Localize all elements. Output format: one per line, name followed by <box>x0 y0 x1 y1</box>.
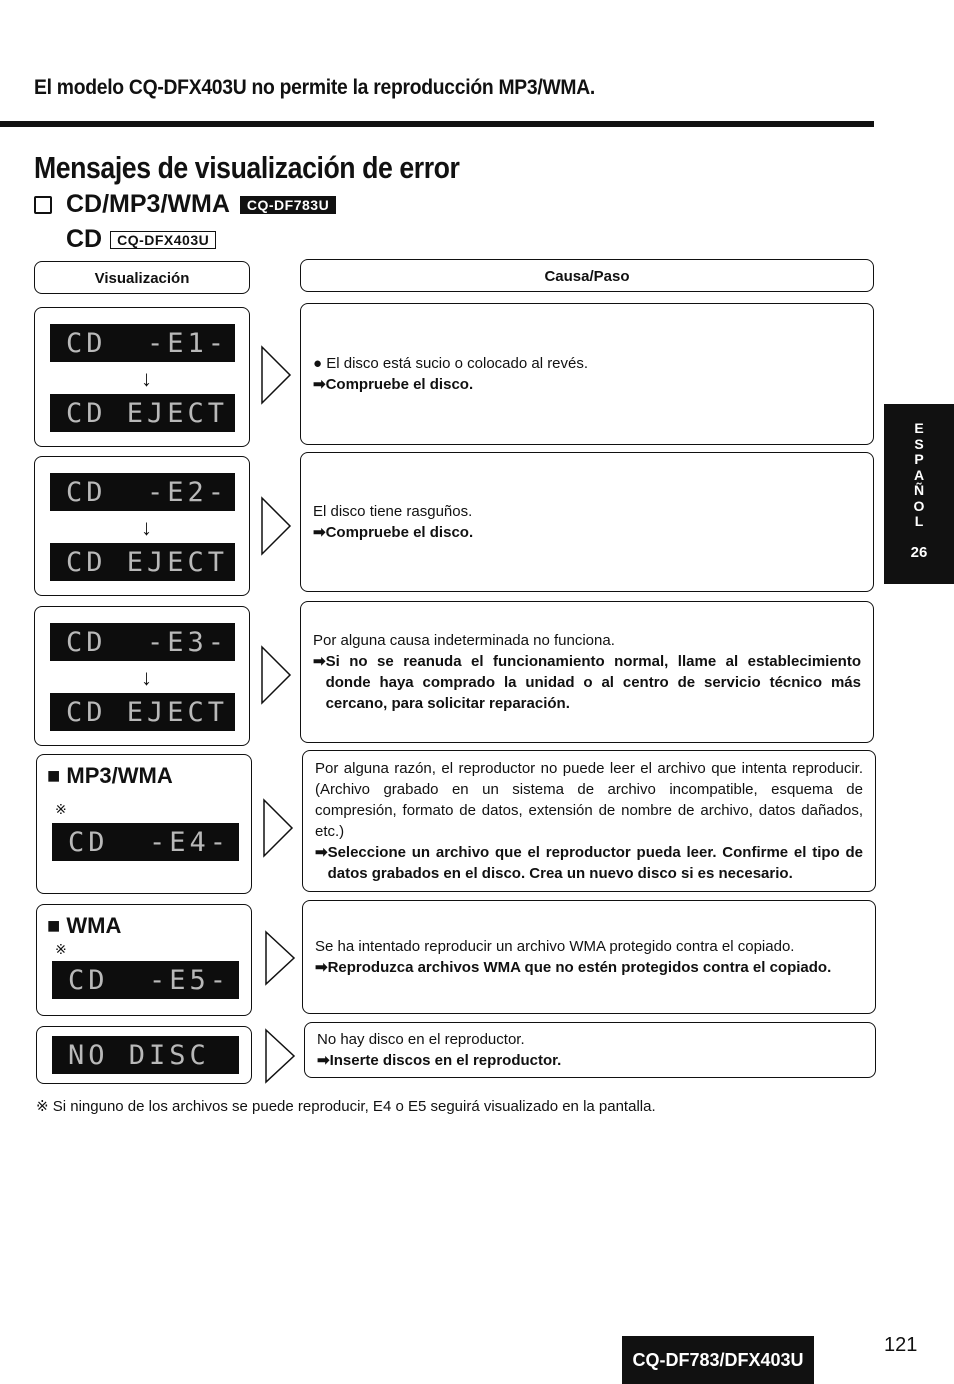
arrow-right-icon: ➡ <box>313 524 326 541</box>
cause-box-e4 <box>302 750 876 892</box>
cause-box-e1 <box>300 303 874 445</box>
wma-title: ■ WMA <box>47 913 122 938</box>
arrow-right-icon: ➡ <box>315 959 328 976</box>
step-text: ➡ Seleccione un archivo que el reproductor pueda leer. Confirme el tipo de datos grabados en el disco. Crea un nuevo disco si es necesario. <box>315 844 863 882</box>
step-text: ➡Reproduzca archivos WMA que no estén protegidos contra el copiado. <box>315 959 832 976</box>
cause-box-e2 <box>300 452 874 592</box>
lcd-display: CD -E2- <box>50 473 235 511</box>
page-number: 121 <box>884 1334 918 1356</box>
display-box-e2 <box>34 456 250 596</box>
arrow-right-icon: ➡ <box>313 653 326 670</box>
language-tab <box>884 404 954 584</box>
lcd-display: CD -E5- <box>52 961 239 999</box>
model-box: CQ-DFX403U <box>110 231 216 249</box>
display-box-e4 <box>36 754 252 894</box>
header-display: Visualización <box>34 261 250 294</box>
footnote: ※ Si ninguno de los archivos se puede reproducir, E4 o E5 seguirá visualizado en la pantalla. <box>36 1098 656 1115</box>
cause-text: Se ha intentado reproducir un archivo WMA protegido contra el copiado. <box>315 938 795 955</box>
step-text: ➡Compruebe el disco. <box>313 524 474 541</box>
triangle-arrow-icon <box>262 798 294 858</box>
arrow-right-icon: ➡ <box>313 376 326 393</box>
header-cause: Causa/Paso <box>300 259 874 292</box>
cause-text: El disco tiene rasguños. <box>313 503 473 520</box>
language-letters: E S P A Ñ O L <box>913 420 925 529</box>
lcd-display: CD -E1- <box>50 324 235 362</box>
step-text: ➡ Si no se reanuda el funcionamiento normal, llame al establecimiento donde haya comprado la unidad o al centro de servicio técnico más cercano, para solicitar reparación. <box>313 653 861 712</box>
section-cd <box>66 225 216 254</box>
cause-text: Por alguna causa indeterminada no funciona. <box>313 632 615 649</box>
triangle-arrow-icon <box>264 930 296 986</box>
triangle-arrow-icon <box>260 496 292 556</box>
step-text: ➡Inserte discos en el reproductor. <box>317 1052 562 1069</box>
cause-box-no-disc <box>304 1022 876 1078</box>
mp3-wma-title: ■ MP3/WMA <box>47 763 173 788</box>
lcd-display: CD -E3- <box>50 623 235 661</box>
cause-text: No hay disco en el reproductor. <box>317 1031 525 1048</box>
asterisk-mark: ※ <box>55 941 67 957</box>
lcd-display: NO DISC <box>52 1036 239 1074</box>
display-box-e5 <box>36 904 252 1016</box>
section-label: CD/MP3/WMA <box>66 190 230 218</box>
model-badge: CQ-DF783U <box>240 196 336 214</box>
checkbox-square-icon <box>34 196 52 214</box>
cause-text: Por alguna razón, el reproductor no puede leer el archivo que intenta reproducir. (Archivo grabado en un sistema de archivo incompatible, esquema de compresión, formato de datos, extensión de nombre de archivo, datos dañados, etc.) <box>315 760 863 840</box>
lcd-display: CD -E4- <box>52 823 239 861</box>
down-arrow-icon: ↓ <box>141 366 152 391</box>
lcd-display: CD EJECT <box>50 693 235 731</box>
display-box-no-disc <box>36 1026 252 1084</box>
footer-model-badge: CQ-DF783/DFX403U <box>622 1336 814 1384</box>
triangle-arrow-icon <box>264 1028 296 1084</box>
top-rule <box>0 121 874 127</box>
display-box-e1 <box>34 307 250 447</box>
page-title: Mensajes de visualización de error <box>34 150 460 185</box>
section-page-number: 26 <box>910 543 928 561</box>
cause-box-e5 <box>302 900 876 1014</box>
bullet-icon: ● <box>313 355 323 372</box>
down-arrow-icon: ↓ <box>141 515 152 540</box>
triangle-arrow-icon <box>260 345 292 405</box>
lcd-display: CD EJECT <box>50 543 235 581</box>
down-arrow-icon: ↓ <box>141 665 152 690</box>
display-box-e3 <box>34 606 250 746</box>
cause-text: ● El disco está sucio o colocado al revés. <box>313 355 589 372</box>
triangle-arrow-icon <box>260 645 292 705</box>
step-text: ➡Compruebe el disco. <box>313 376 474 393</box>
lcd-display: CD EJECT <box>50 394 235 432</box>
arrow-right-icon: ➡ <box>315 844 328 861</box>
arrow-right-icon: ➡ <box>317 1052 330 1069</box>
asterisk-mark: ※ <box>55 801 67 817</box>
section-label: CD <box>66 225 103 253</box>
cause-box-e3 <box>300 601 874 743</box>
section-cd-mp3-wma <box>34 190 336 219</box>
model-note: El modelo CQ-DFX403U no permite la reproducción MP3/WMA. <box>34 76 596 99</box>
